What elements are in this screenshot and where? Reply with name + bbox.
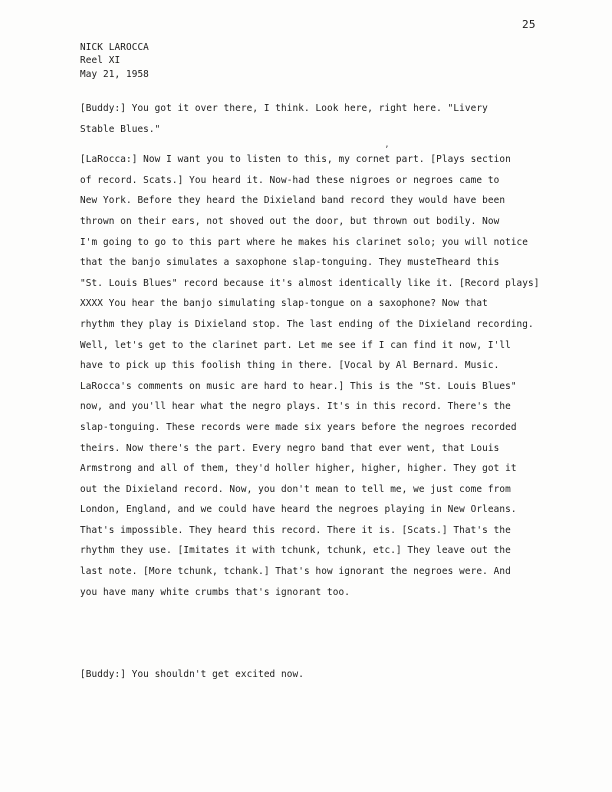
transcript-line bbox=[80, 644, 550, 665]
transcript-line: have to pick up this foolish thing in there. [Vocal by Al Bernard. Music. bbox=[80, 360, 500, 372]
transcript-line: London, England, and we could have heard the negroes playing in New Orleans. bbox=[80, 504, 517, 516]
transcript-line bbox=[80, 603, 550, 624]
transcript-line: that the banjo simulates a saxophone slap-tonguing. They musteTheard this bbox=[80, 257, 500, 269]
transcript-line: you have many white crumbs that's ignorant too. bbox=[80, 586, 350, 598]
reel-number: Reel XI bbox=[80, 55, 121, 67]
transcript-line: That's impossible. They heard this record. There it is. [Scats.] That's the bbox=[80, 524, 511, 536]
transcript-line: of record. Scats.] You heard it. Now-had these nigroes or negroes came to bbox=[80, 174, 500, 186]
transcript-line: [Buddy:] You shouldn't get excited now. bbox=[80, 669, 305, 681]
transcript-body bbox=[80, 99, 550, 686]
interview-date: May 21, 1958 bbox=[80, 68, 149, 80]
transcript-line: theirs. Now there's the part. Every negro band that ever went, that Louis bbox=[80, 442, 500, 454]
transcript-line: New York. Before they heard the Dixieland band record they would have been bbox=[80, 195, 506, 207]
transcript-line: rhythm they play is Dixieland stop. The last ending of the Dixieland recording. bbox=[80, 318, 534, 330]
transcript-line: out the Dixieland record. Now, you don't mean to tell me, we just come from bbox=[80, 483, 511, 495]
transcript-line: [LaRocca:] Now I want you to listen to this, my cornet part. [Plays section bbox=[80, 154, 511, 166]
transcript-line: slap-tonguing. These records were made six years before the negroes recorded bbox=[80, 421, 517, 433]
transcript-line: Stable Blues." bbox=[80, 123, 161, 135]
transcript-line bbox=[80, 624, 550, 645]
interviewee-name: NICK LAROCCA bbox=[80, 42, 149, 53]
transcript-line: last note. [More tchunk, tchank.] That's how ignorant the negroes were. And bbox=[80, 566, 511, 578]
transcript-line: now, and you'll hear what the negro plays. It's in this record. There's the bbox=[80, 401, 511, 413]
transcript-line: [Buddy:] You got it over there, I think. Look here, right here. "Livery bbox=[80, 103, 488, 114]
transcript-line: Armstrong and all of them, they'd holler higher, higher, higher. They got it bbox=[80, 463, 517, 475]
transcript-line: I'm going to go to this part where he makes his clarinet solo; you will notice bbox=[80, 236, 529, 248]
transcript-line: LaRocca's comments on music are hard to hear.] This is the "St. Louis Blues" bbox=[80, 380, 517, 392]
transcript-line: thrown on their ears, not shoved out the door, but thrown out bodily. Now bbox=[80, 215, 500, 227]
transcript-line: Well, let's get to the clarinet part. Let me see if I can find it now, I'll bbox=[80, 339, 511, 351]
page-number: 25 bbox=[522, 18, 536, 31]
transcript-line: XXXX You hear the banjo simulating slap-tongue on a saxophone? Now that bbox=[80, 298, 488, 310]
transcript-line: "St. Louis Blues" record because it's almost identically like it. [Record plays] bbox=[80, 277, 540, 289]
stray-pen-mark: ʼ bbox=[384, 145, 390, 155]
transcript-line: rhythm they use. [Imitates it with tchunk, tchunk, etc.] They leave out the bbox=[80, 545, 511, 557]
document-header bbox=[80, 41, 149, 81]
